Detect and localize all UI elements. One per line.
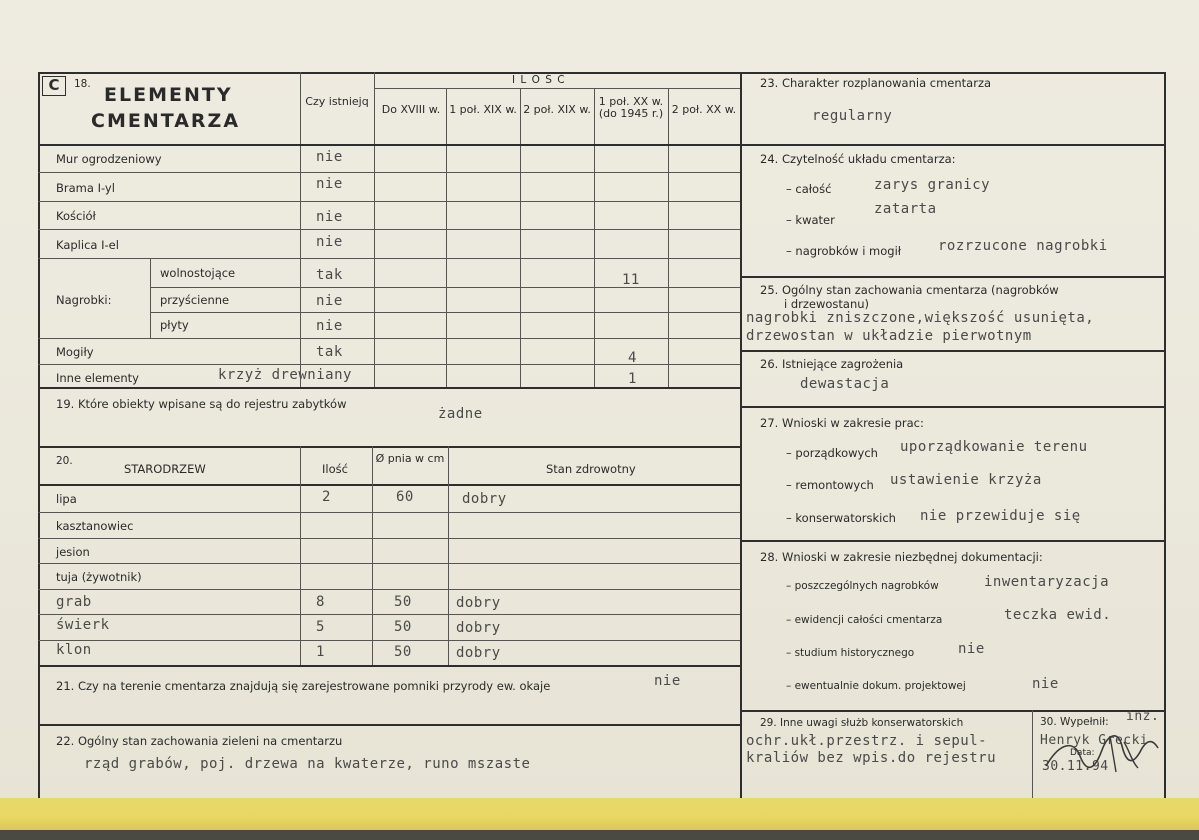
row-mogily-czy: tak [316,344,343,360]
frame-right [1164,72,1166,798]
row-przysc-label: przyścienne [160,293,230,307]
s24-nagrobkow-value: rozrzucone nagrobki [938,238,1108,254]
s26-bottom-line [740,406,1166,408]
s20-bottom-line [38,665,740,667]
row-mogily-xx1: 4 [628,350,637,366]
s30-label: 30. Wypełnił: [1040,716,1109,728]
s20-col-line-3 [448,446,449,666]
yellow-backing-strip [0,798,1199,830]
row-kosciol-label: Kościół [56,209,96,223]
bottom-edge [0,830,1199,840]
row-nagrobki-label: Nagrobki: [56,293,112,307]
s26-label: 26. Istniejące zagrożenia [760,357,904,371]
s25-label-2: i drzewostanu) [784,297,870,311]
col-line-czy [300,72,301,388]
row-plyty-label: płyty [160,318,189,332]
tree-pnia: 60 [396,489,414,505]
s19-bottom-line [38,446,740,448]
s28-bottom-line [740,710,1166,712]
row-line [38,229,740,230]
row-line [150,287,740,288]
s23-label: 23. Charakter rozplanowania cmentarza [760,76,992,90]
s28-posz-label: – poszczególnych nagrobków [786,580,939,592]
s25-bottom-line [740,350,1166,352]
s20-col-line-1 [300,446,301,666]
row-line [38,201,740,202]
header-bottom-line [38,144,740,146]
s20-row-line [38,538,740,539]
tree-name: kasztanowiec [56,519,134,533]
s21-label: 21. Czy na terenie cmentarza znajdują się zarejestrowane pomniki przyrody ew. okaje [56,679,551,693]
row-line [38,172,740,173]
title-elementy: ELEMENTY [104,84,233,106]
s20-col-stan: Stan zdrowotny [546,462,636,476]
col-line-1xx [594,88,595,388]
s20-number: 20. [56,455,73,467]
s29-value-1: ochr.ukł.przestrz. i sepul- [746,733,988,749]
s20-row-line [38,512,740,513]
s25-label-1: 25. Ogólny stan zachowania cmentarza (nagrobków [760,283,1059,297]
col-line-do [374,72,375,388]
s29-label: 29. Inne uwagi służb konserwatorskich [760,717,964,729]
col-line-2xix [520,88,521,388]
ilosc-underline [374,88,740,89]
ilosc-header: I L O Ś Ć [512,74,566,86]
s25-value-1: nagrobki zniszczone,większość usunięta, [746,310,1095,326]
tree-ilosc: 1 [316,644,325,660]
tree-stan: dobry [456,645,501,661]
tree-name: świerk [56,617,110,633]
s27-rem-value: ustawienie krzyża [890,472,1042,488]
tree-stan: dobry [462,491,507,507]
frame-center-divider [740,72,742,798]
tree-ilosc: 2 [322,489,331,505]
s18-bottom-line [38,387,740,389]
row-kaplica-czy: nie [316,234,343,250]
s27-bottom-line [740,540,1166,542]
s23-value: regularny [812,108,893,124]
s20-row-line [38,589,740,590]
s20-row-line [38,563,740,564]
col-line-2xx [668,88,669,388]
s21-bottom-line [38,724,740,726]
row-mogily-label: Mogiły [56,345,94,359]
s28-ewid-label: – ewidencji całości cmentarza [786,614,943,626]
s27-rem-label: – remontowych [786,478,874,492]
s27-label: 27. Wnioski w zakresie prac: [760,416,924,430]
tree-name: jesion [56,545,90,559]
s24-bottom-line [740,276,1166,278]
s24-label: 24. Czytelność układu cmentarza: [760,152,956,166]
s24-kwater-value: zatarta [874,201,937,217]
s20-col-ilosc: Ilość [322,462,348,476]
row-line [38,258,740,259]
frame-top [38,72,1166,74]
tree-name: tuja (żywotnik) [56,570,142,584]
s30-name: Henryk Grecki [1040,733,1149,748]
tree-ilosc: 5 [316,619,325,635]
tree-pnia: 50 [394,594,412,610]
s30-title: inż. [1126,709,1160,724]
row-wolno-label: wolnostojące [160,266,236,280]
s28-ewent-label: – ewentualnie dokum. projektowej [786,680,966,692]
title-cmentarza: CMENTARZA [91,110,241,132]
s30-data-label: Data: [1070,748,1095,758]
s28-posz-value: inwentaryzacja [984,574,1110,590]
s28-label: 28. Wnioski w zakresie niezbędnej dokumentacji: [760,550,1043,564]
tree-stan: dobry [456,595,501,611]
row-kosciol-czy: nie [316,209,343,225]
col-line-1xix [446,88,447,388]
row-brama-czy: nie [316,176,343,192]
s30-date: 30.11.94 [1042,759,1109,774]
row-przysc-czy: nie [316,293,343,309]
s24-nagrobkow-label: – nagrobków i mogił [786,244,902,258]
col-1pol-xx: 1 poł. XX w. (do 1945 r.) [598,95,664,120]
section-18-number: 18. [74,78,91,90]
tree-name: grab [56,594,92,610]
s19-value: żadne [438,406,483,422]
tree-ilosc: 8 [316,594,325,610]
row-brama-label: Brama I-yl [56,181,115,195]
col-2pol-xx: 2 poł. XX w. [671,103,737,116]
col-do-xviii: Do XVIII w. [381,103,441,116]
tree-pnia: 50 [394,619,412,635]
s24-calosc-label: – całość [786,182,832,196]
row-inne-label: Inne elementy [56,371,139,385]
nagrobki-divider [150,258,151,338]
s27-porz-value: uporządkowanie terenu [900,439,1088,455]
s28-stud-label: – studium historycznego [786,647,915,659]
s28-stud-value: nie [958,641,985,657]
tree-pnia: 50 [394,644,412,660]
s29-s30-divider [1032,710,1033,798]
row-kaplica-label: Kaplica I-el [56,238,119,252]
row-line [38,338,740,339]
col-czy-istnieja: Czy istniejq [305,95,369,108]
s20-col-pnia: Ø pnia w cm [375,452,445,465]
s20-header-line [38,484,740,486]
s24-kwater-label: – kwater [786,213,835,227]
section-letter-box: C [42,76,66,96]
s27-kons-label: – konserwatorskich [786,511,896,525]
row-wolno-czy: tak [316,267,343,283]
col-1pol-xix: 1 poł. XIX w. [449,103,517,116]
s26-value: dewastacja [800,376,890,392]
s20-row-line [38,614,740,615]
row-wolno-xx1: 11 [622,272,640,288]
s25-value-2: drzewostan w układzie pierwotnym [746,328,1032,344]
s19-label: 19. Które obiekty wpisane są do rejestru zabytków [56,397,347,411]
tree-name: lipa [56,492,77,506]
row-plyty-czy: nie [316,318,343,334]
signature [1040,722,1164,780]
s20-col-line-2 [372,446,373,666]
s20-col-name: STARODRZEW [124,462,206,476]
s22-value: rząd grabów, poj. drzewa na kwaterze, runo mszaste [84,756,531,772]
s28-ewent-value: nie [1032,676,1059,692]
s21-value: nie [654,673,681,689]
s23-bottom-line [740,144,1166,146]
tree-stan: dobry [456,620,501,636]
s27-kons-value: nie przewiduje się [920,508,1081,524]
s27-porz-label: – porządkowych [786,446,878,460]
s29-value-2: kraliów bez wpis.do rejestru [746,750,997,766]
row-mur-label: Mur ogrodzeniowy [56,152,162,166]
s20-row-line [38,640,740,641]
s28-ewid-value: teczka ewid. [1004,607,1112,623]
frame-left [38,72,40,798]
row-line [150,312,740,313]
row-inne-xx1: 1 [628,371,637,387]
tree-name: klon [56,642,92,658]
row-inne-value: krzyż drewniany [218,367,352,383]
s22-label: 22. Ogólny stan zachowania zieleni na cmentarzu [56,734,343,748]
row-mur-czy: nie [316,149,343,165]
col-2pol-xix: 2 poł. XIX w. [523,103,591,116]
s24-calosc-value: zarys granicy [874,177,991,193]
